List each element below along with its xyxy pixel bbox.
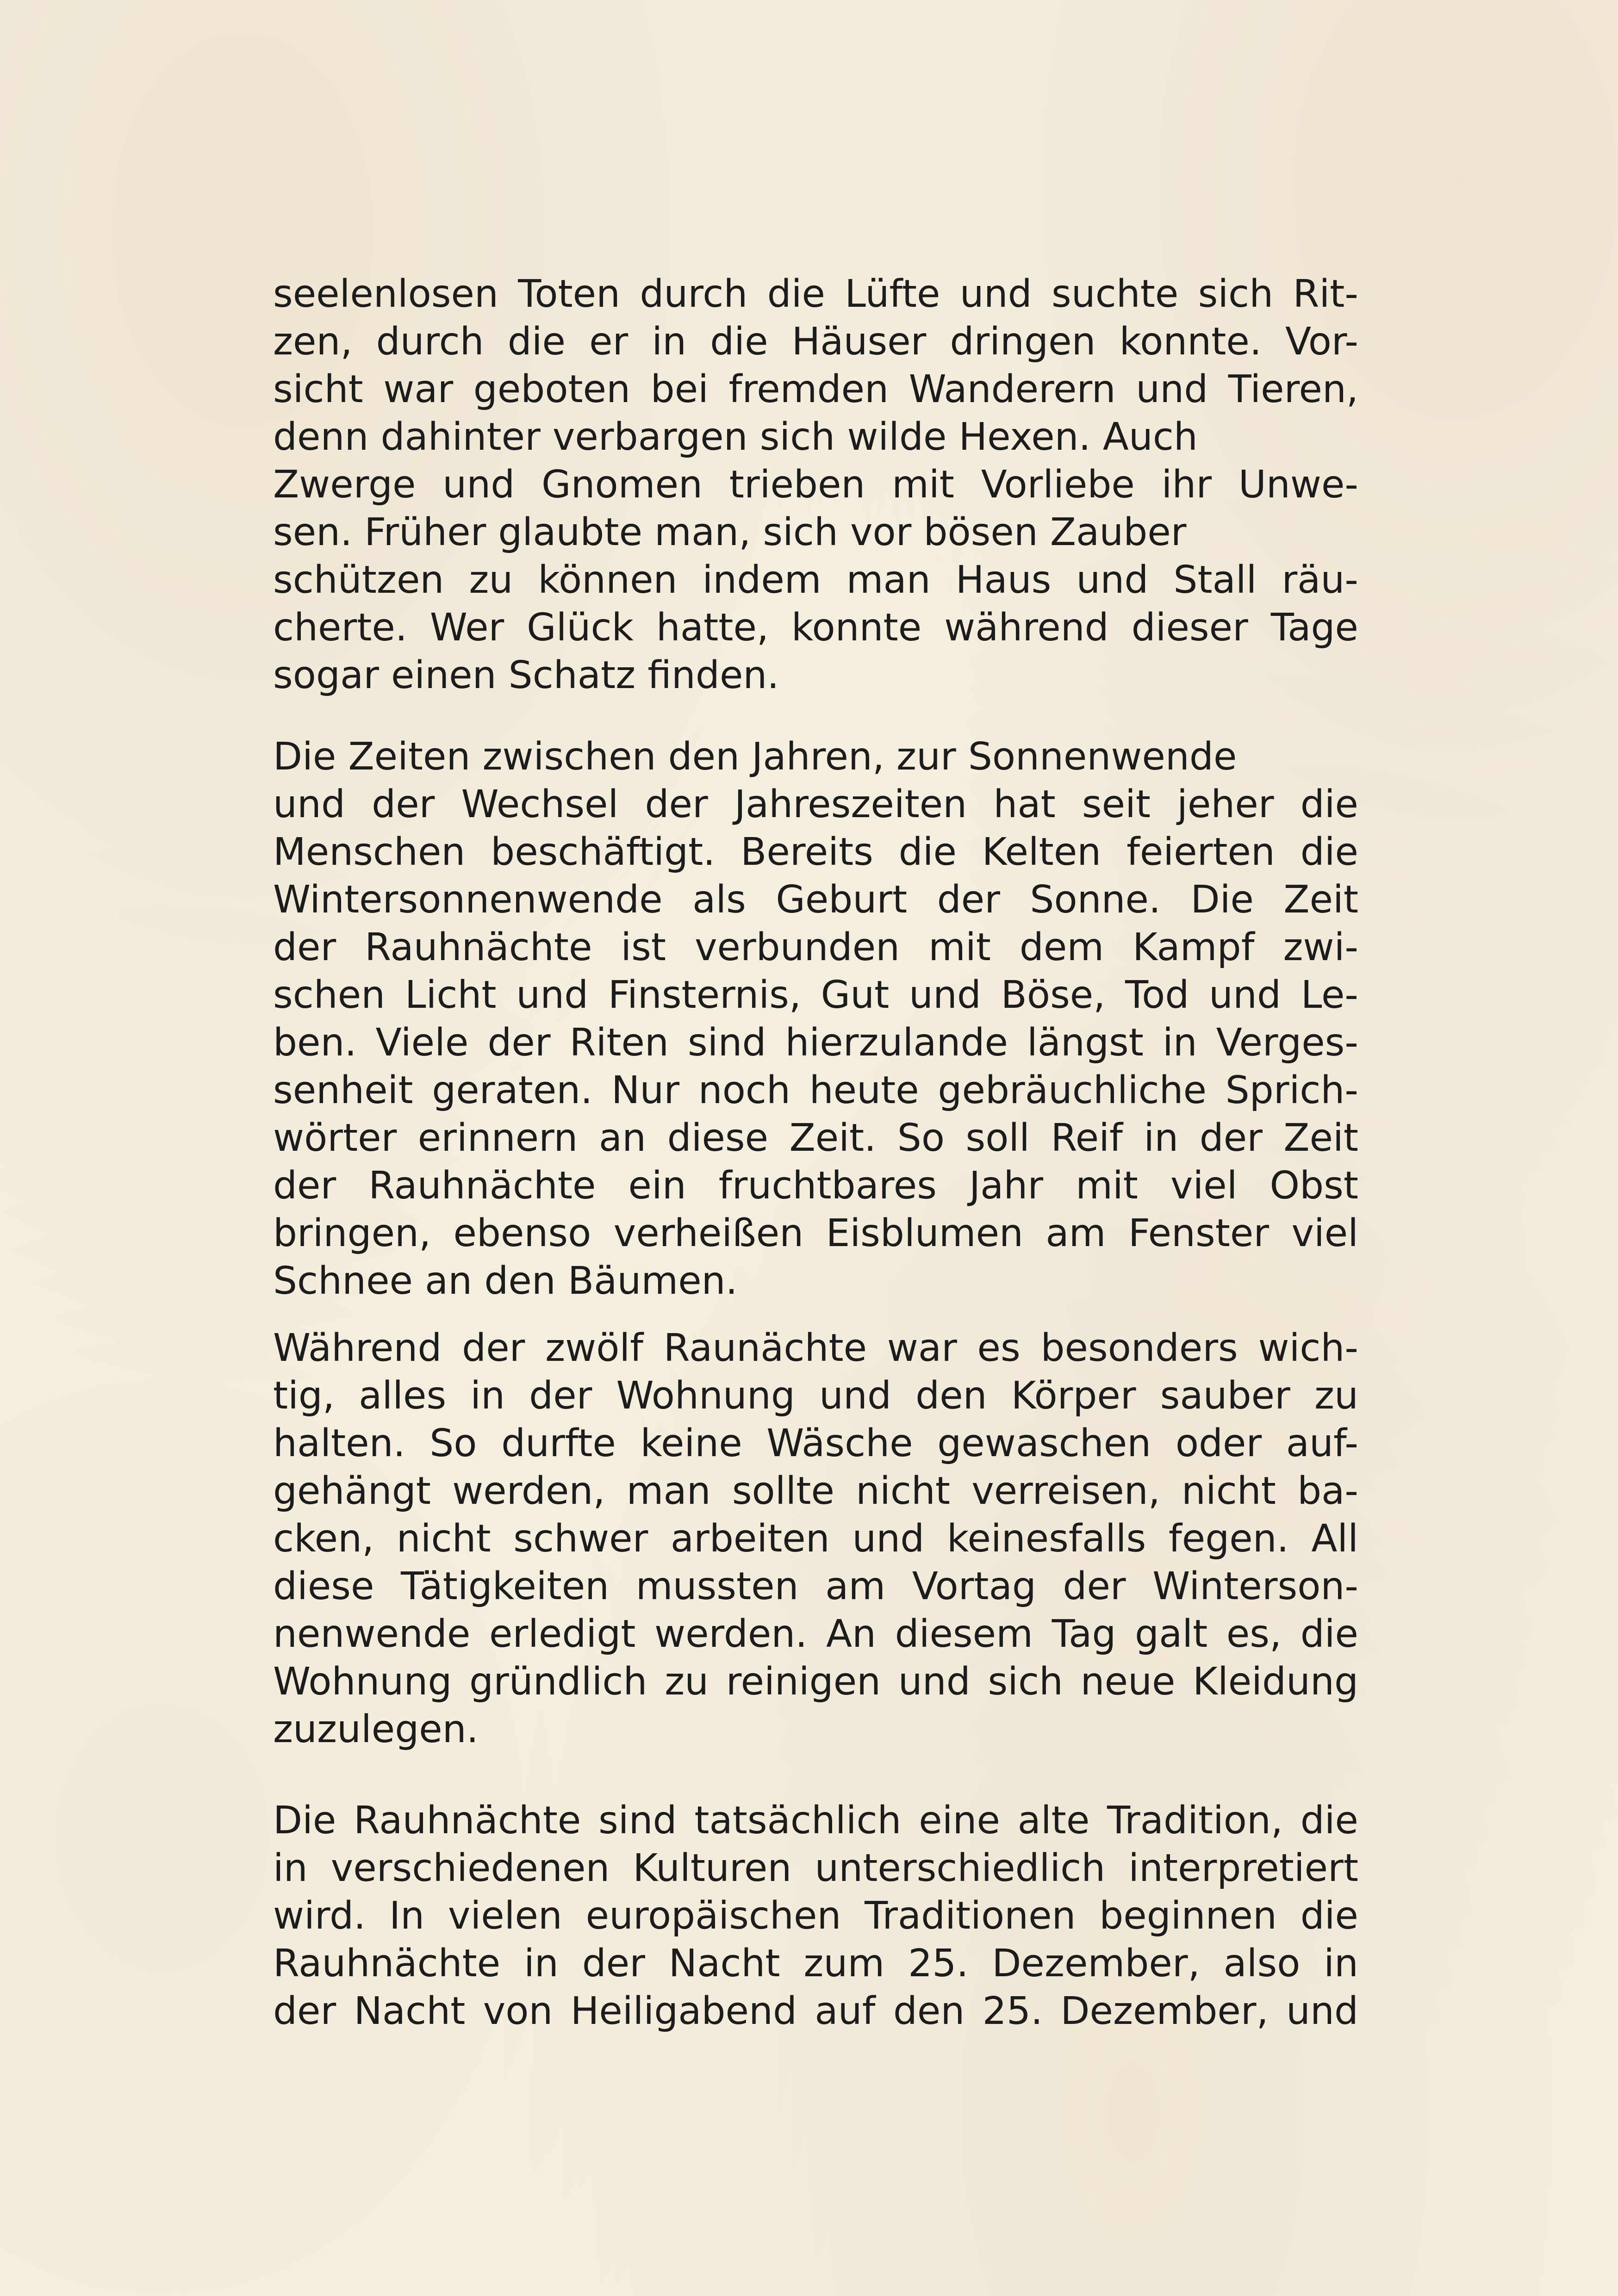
text-line: in verschiedenen Kulturen unterschiedlich interpretiert [273,1846,1358,1890]
text-line: der Nacht von Heiligabend auf den 25. Dezember, und [273,1989,1358,2033]
text-line: seelenlosen Toten durch die Lüfte und suchte sich Rit- [273,272,1358,316]
text-line: der Rauhnächte ist verbunden mit dem Kampf zwi- [273,925,1358,969]
text-line: diese Tätigkeiten mussten am Vortag der Winterson- [273,1564,1358,1608]
text-line: nenwende erledigt werden. An diesem Tag galt es, die [273,1612,1358,1656]
text-line: gehängt werden, man sollte nicht verreisen, nicht ba- [273,1469,1358,1513]
text-line: senheit geraten. Nur noch heute gebräuchliche Sprich- [273,1068,1358,1112]
text-line: Schnee an den Bäumen. [273,1259,738,1303]
text-line: Die Zeiten zwischen den Jahren, zur Sonnenwende [273,735,1237,779]
text-line: sen. Früher glaubte man, sich vor bösen Zauber [273,510,1187,554]
text-line: Wintersonnenwende als Geburt der Sonne. Die Zeit [273,878,1358,922]
text-line: cken, nicht schwer arbeiten und keinesfalls fegen. All [273,1517,1358,1561]
text-line: wird. In vielen europäischen Traditionen beginnen die [273,1894,1358,1938]
text-line: zuzulegen. [273,1707,479,1751]
text-line: tig, alles in der Wohnung und den Körper sauber zu [273,1374,1358,1418]
text-line: sogar einen Schatz finden. [273,653,779,697]
text-line: Wohnung gründlich zu reinigen und sich neue Kleidung [273,1660,1358,1704]
text-line: halten. So durfte keine Wäsche gewaschen oder auf- [273,1421,1358,1465]
paragraph-3 [273,1324,1358,1753]
text-line: der Rauhnächte ein fruchtbares Jahr mit viel Obst [273,1164,1358,1208]
paragraph-2 [273,733,1358,1305]
text-line: denn dahinter verbargen sich wilde Hexen. Auch [273,415,1198,459]
text-line: Die Rauhnächte sind tatsächlich eine alte Tradition, die [273,1799,1358,1843]
paragraph-1 [273,270,1358,699]
text-line: schützen zu können indem man Haus und Stall räu- [273,558,1358,602]
text-line: cherte. Wer Glück hatte, konnte während dieser Tage [273,606,1358,650]
text-line: ben. Viele der Riten sind hierzulande längst in Verges- [273,1021,1358,1065]
text-line: Während der zwölf Raunächte war es besonders wich- [273,1326,1358,1370]
text-line: und der Wechsel der Jahreszeiten hat seit jeher die [273,782,1358,826]
text-line: Zwerge und Gnomen trieben mit Vorliebe ihr Unwe- [273,463,1358,507]
text-line: wörter erinnern an diese Zeit. So soll Reif in der Zeit [273,1116,1358,1160]
text-line: Rauhnächte in der Nacht zum 25. Dezember, also in [273,1942,1358,1986]
paragraph-4 [273,1797,1358,2035]
text-line: zen, durch die er in die Häuser dringen konnte. Vor- [273,320,1358,364]
text-line: Menschen beschäftigt. Bereits die Kelten feierten die [273,830,1358,874]
text-line: bringen, ebenso verheißen Eisblumen am Fenster viel [273,1211,1358,1255]
text-line: schen Licht und Finsternis, Gut und Böse, Tod und Le- [273,973,1358,1017]
text-line: sicht war geboten bei fremden Wanderern und Tieren, [273,367,1358,411]
